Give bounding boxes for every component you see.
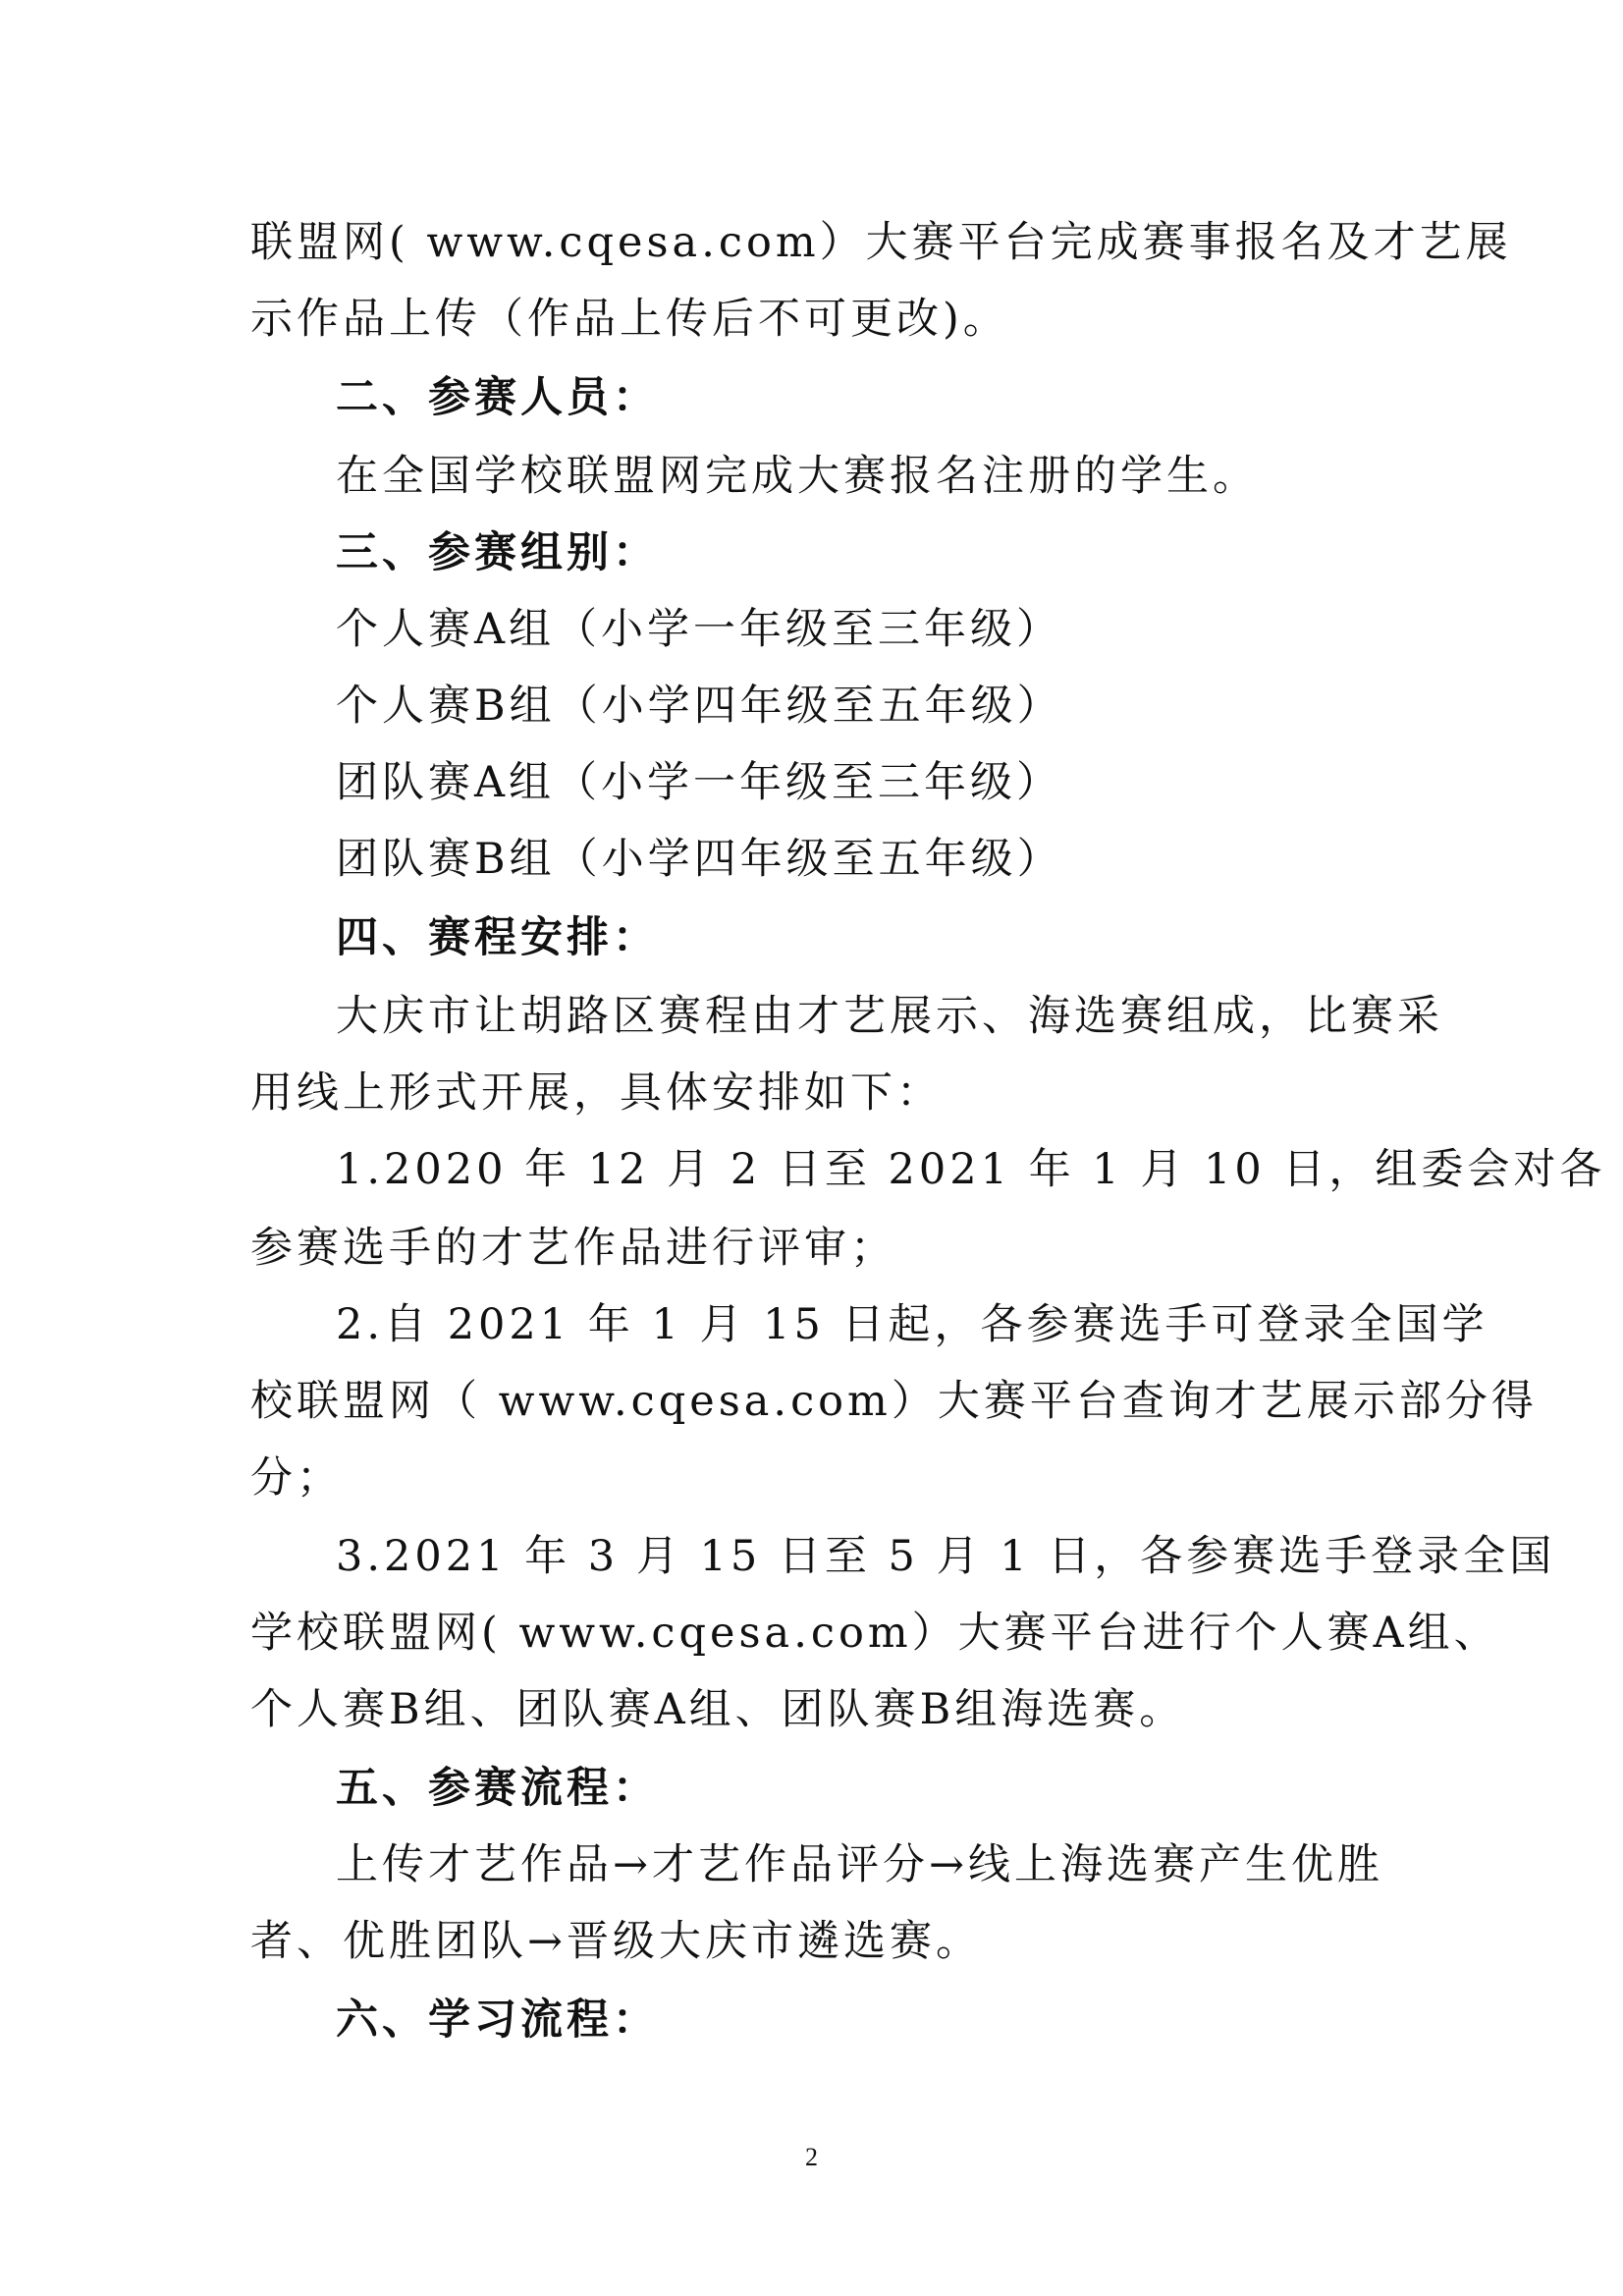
paragraph-line: 者、优胜团队→晋级大庆市遴选赛。 (250, 1917, 983, 1966)
section-heading-schedule: 四、赛程安排： (336, 913, 659, 962)
paragraph-line: 在全国学校联盟网完成大赛报名注册的学生。 (336, 452, 1259, 501)
paragraph-line: 学校联盟网( www.cqesa.com）大赛平台进行个人赛A组、 (250, 1609, 1500, 1658)
paragraph-line: 3.2021 年 3 月 15 日至 5 月 1 日，各参赛选手登录全国 (336, 1532, 1556, 1581)
paragraph-line: 示作品上传（作品上传后不可更改)。 (250, 295, 1009, 344)
paragraph-line: 校联盟网（ www.cqesa.com）大赛平台查询才艺展示部分得 (250, 1377, 1538, 1426)
paragraph-line: 参赛选手的才艺作品进行评审； (250, 1224, 896, 1273)
paragraph-line: 1.2020 年 12 月 2 日至 2021 年 1 月 10 日，组委会对各 (336, 1145, 1606, 1194)
paragraph-line: 个人赛B组、团队赛A组、团队赛B组海选赛。 (250, 1685, 1186, 1734)
list-item: 团队赛A组（小学一年级至三年级） (336, 758, 1063, 807)
page-number: 2 (805, 2143, 818, 2171)
list-item: 个人赛A组（小学一年级至三年级） (336, 605, 1063, 654)
paragraph-line: 联盟网( www.cqesa.com）大赛平台完成赛事报名及才艺展 (250, 218, 1512, 267)
section-heading-groups: 三、参赛组别： (336, 528, 659, 577)
list-item: 个人赛B组（小学四年级至五年级） (336, 682, 1063, 731)
paragraph-line: 分； (250, 1453, 343, 1503)
section-heading-process: 五、参赛流程： (336, 1764, 659, 1813)
section-heading-learning: 六、学习流程： (336, 1995, 659, 2045)
paragraph-line: 2.自 2021 年 1 月 15 日起，各参赛选手可登录全国学 (336, 1300, 1488, 1349)
section-heading-participants: 二、参赛人员： (336, 373, 659, 422)
paragraph-line: 大庆市让胡路区赛程由才艺展示、海选赛组成，比赛采 (336, 992, 1443, 1041)
paragraph-line: 上传才艺作品→才艺作品评分→线上海选赛产生优胜 (336, 1840, 1384, 1889)
paragraph-line: 用线上形式开展，具体安排如下： (250, 1068, 943, 1118)
list-item: 团队赛B组（小学四年级至五年级） (336, 835, 1063, 884)
